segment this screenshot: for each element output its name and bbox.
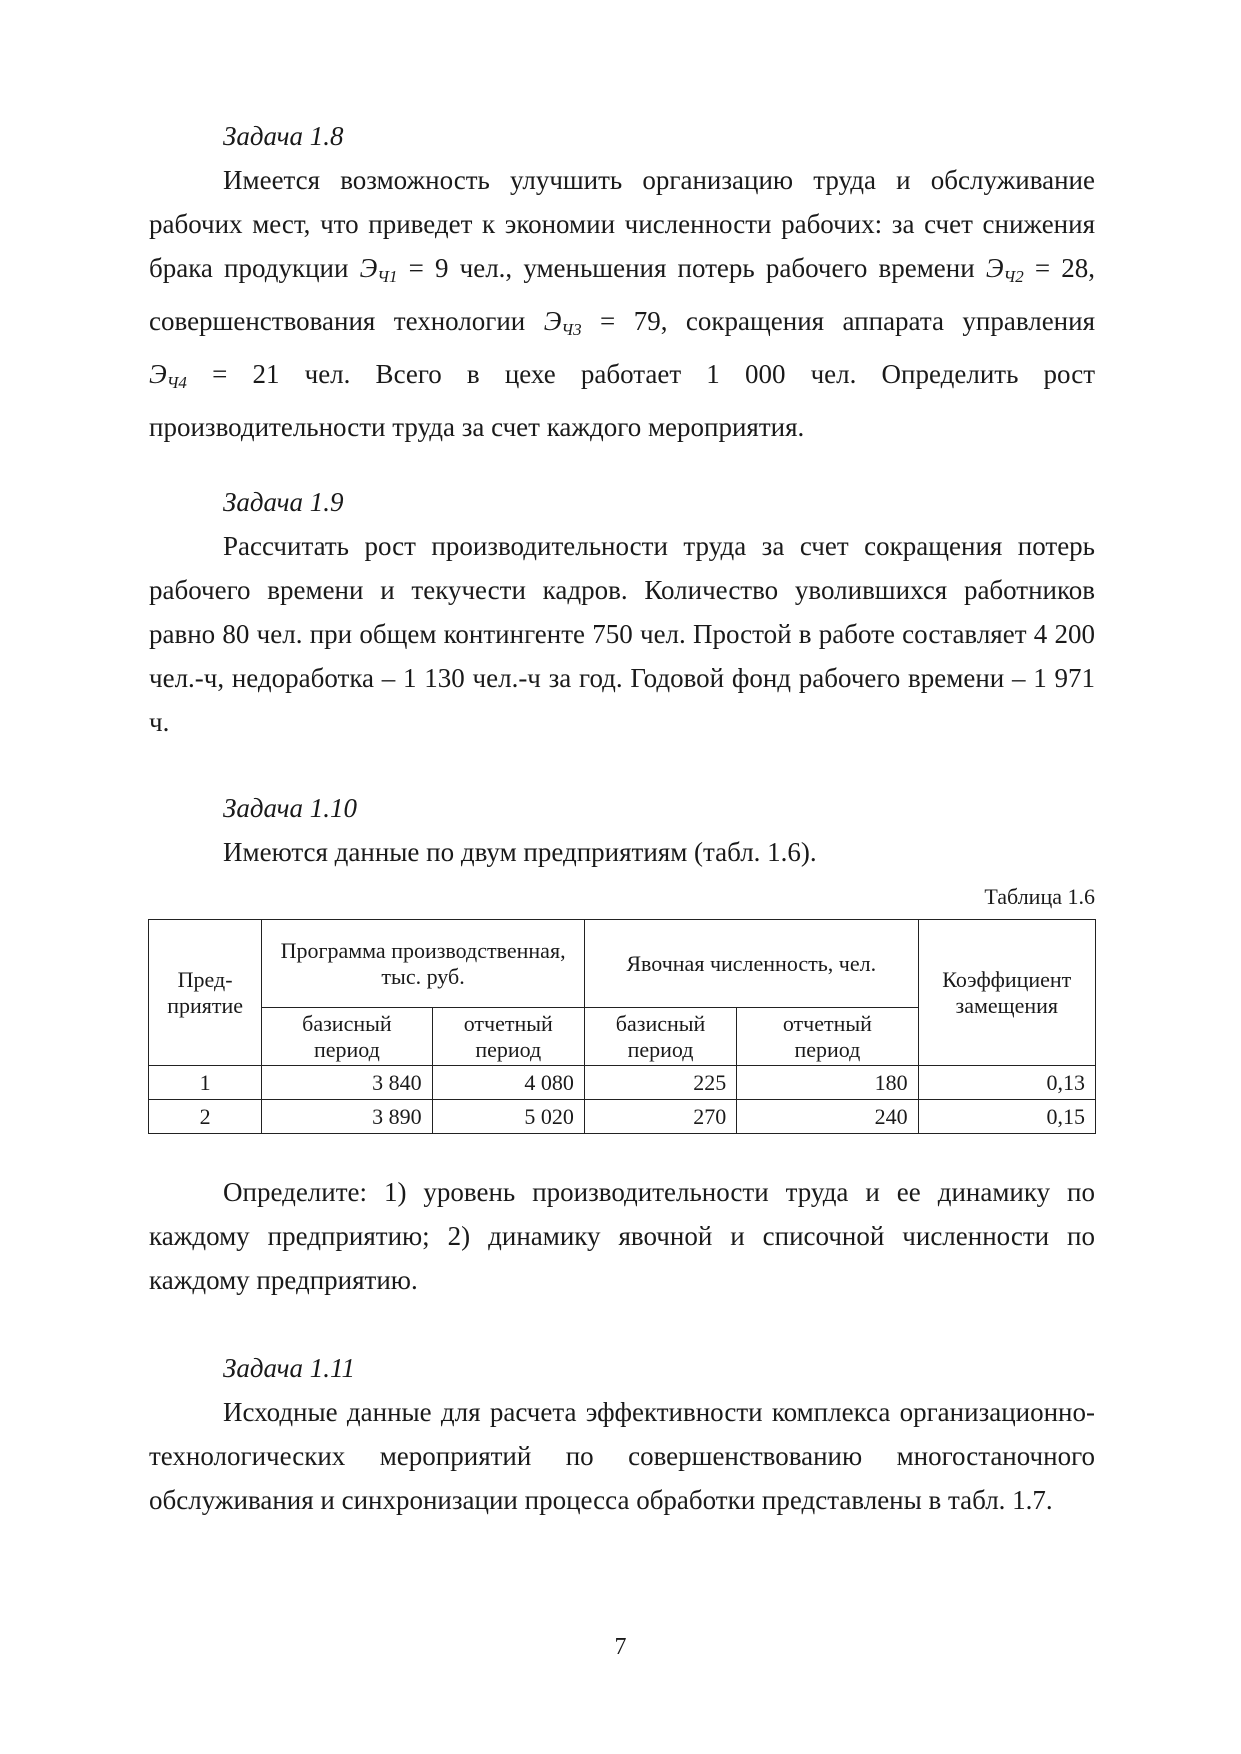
cell-prog-base: 3 840	[262, 1066, 432, 1100]
formula-e4: $Э_{Ч4} = 21$	[149, 359, 280, 392]
task-paragraph: Исходные данные для расчета эффективности комплекса организационно-технологических мероприятий по совершенствованию многостаночного обслуживания и синхронизации процесса обработки представлены в табл. 1.7.	[149, 1397, 1095, 1515]
formula-e1: $Э_{Ч1} = 9$	[359, 253, 449, 286]
table-header-row	[149, 920, 1096, 1008]
cell-head-base: 225	[584, 1066, 736, 1100]
cell-enterprise: 2	[149, 1100, 262, 1134]
task-title: Задача 1.9	[223, 487, 344, 517]
task-title: Задача 1.10	[223, 793, 358, 823]
task-1-9	[149, 480, 1095, 744]
header-report-period: отчетный период	[737, 1008, 918, 1066]
header-headcount: Явочная численность, чел.	[584, 920, 918, 1008]
task-title: Задача 1.8	[223, 121, 344, 151]
text-fragment: чел., уменьшения потерь рабочего времени	[448, 253, 986, 283]
header-base-period: базисный период	[262, 1008, 432, 1066]
header-enterprise: Пред-приятие	[149, 920, 262, 1066]
table-caption: Таблица 1.6	[984, 884, 1095, 909]
formula-e3: $Э_{Ч3} = 79$	[543, 306, 661, 339]
page-number: 7	[614, 1634, 627, 1660]
cell-prog-report: 5 020	[432, 1100, 584, 1134]
table-row	[149, 1066, 1096, 1100]
task-1-8	[149, 114, 1095, 449]
formula-e2: $Э_{Ч2} = 28$	[985, 253, 1089, 286]
cell-enterprise: 1	[149, 1066, 262, 1100]
cell-head-base: 270	[584, 1100, 736, 1134]
header-base-period: базисный период	[584, 1008, 736, 1066]
cell-head-report: 180	[737, 1066, 918, 1100]
task-intro: Имеются данные по двум предприятиям (табл. 1.6).	[223, 837, 817, 867]
cell-coefficient: 0,13	[918, 1066, 1095, 1100]
header-coefficient: Коэффициент замещения	[918, 920, 1095, 1066]
text-fragment: , совершенствования технологии	[149, 253, 1095, 336]
cell-prog-report: 4 080	[432, 1066, 584, 1100]
task-question: Определите: 1) уровень производительности труда и ее динамику по каждому предприятию; 2) динамику явочной и списочной численности по каждому предприятию.	[149, 1177, 1095, 1295]
cell-prog-base: 3 890	[262, 1100, 432, 1134]
text-fragment: чел. Всего в цехе работает 1 000 чел. Определить рост производительности труда за счет каждого мероприятия.	[149, 359, 1095, 442]
cell-coefficient: 0,15	[918, 1100, 1095, 1134]
task-paragraph: Рассчитать рост производительности труда за счет сокращения потерь рабочего времени и текучести кадров. Количество уволившихся работников равно 80 чел. при общем контингенте 750 чел. Простой в работе составляет 4 200 чел.-ч, недоработка – 1 130 чел.-ч за год. Годовой фонд рабочего времени – 1 971 ч.	[149, 531, 1095, 737]
task-title: Задача 1.11	[223, 1353, 356, 1383]
header-program: Программа производственная, тыс. руб.	[262, 920, 585, 1008]
task-1-10	[149, 786, 1095, 874]
data-table	[148, 919, 1096, 1134]
header-report-period: отчетный период	[432, 1008, 584, 1066]
text-fragment: , сокращения аппарата управления	[660, 306, 1095, 336]
task-1-10-question	[149, 1170, 1095, 1302]
cell-head-report: 240	[737, 1100, 918, 1134]
task-1-11	[149, 1346, 1095, 1522]
text-fragment: Имеется возможность улучшить организацию труда и обслуживание рабочих мест, что приведет к экономии численности рабочих: за счет снижения брака продукции	[149, 165, 1095, 283]
table-row	[149, 1100, 1096, 1134]
task-paragraph	[149, 158, 1095, 449]
